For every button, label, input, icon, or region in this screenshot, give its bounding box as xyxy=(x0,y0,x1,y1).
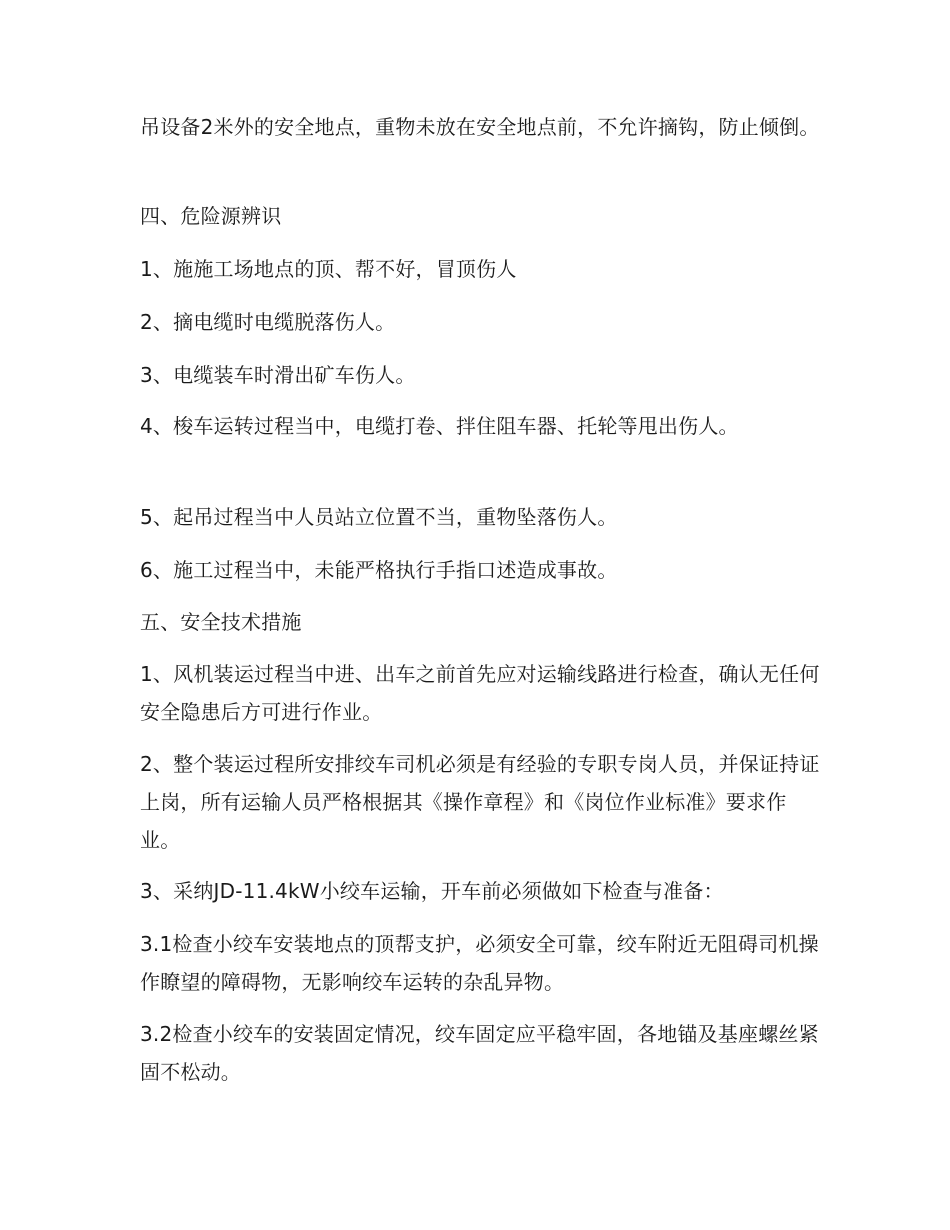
section-heading-safety-measures xyxy=(140,603,820,641)
hazard-item-5 xyxy=(140,498,820,536)
measure-item-3-2 xyxy=(140,1015,820,1091)
list-item: 6、施工过程当中，未能严格执行手指口述造成事故。 xyxy=(140,558,618,582)
list-item: 3.1检查小绞车安装地点的顶帮支护，必须安全可靠，绞车附近无阻碍司机操作瞭望的障碍物，无影响绞车运转的杂乱异物。 xyxy=(140,932,819,994)
hazard-item-1 xyxy=(140,250,820,288)
section-heading: 四、危险源辨识 xyxy=(140,204,282,228)
section-heading-hazard-identification xyxy=(140,197,820,235)
paragraph-continuation xyxy=(140,108,820,146)
list-item: 5、起吊过程当中人员站立位置不当，重物坠落伤人。 xyxy=(140,505,618,529)
list-item: 1、施施工场地点的顶、帮不好，冒顶伤人 xyxy=(140,257,517,281)
list-item: 3.2检查小绞车的安装固定情况，绞车固定应平稳牢固，各地锚及基座螺丝紧固不松动。 xyxy=(140,1022,819,1084)
hazard-item-3 xyxy=(140,356,820,394)
hazard-item-4 xyxy=(140,407,820,445)
measure-item-2 xyxy=(140,745,820,859)
list-item: 1、风机装运过程当中进、出车之前首先应对运输线路进行检查，确认无任何安全隐患后方可进行作业。 xyxy=(140,662,820,724)
hazard-item-2 xyxy=(140,303,820,341)
list-item: 3、电缆装车时滑出矿车伤人。 xyxy=(140,363,416,387)
paragraph: 吊设备2米外的安全地点，重物未放在安全地点前，不允许摘钩，防止倾倒。 xyxy=(140,115,820,139)
measure-item-3 xyxy=(140,872,820,910)
list-item: 2、摘电缆时电缆脱落伤人。 xyxy=(140,310,396,334)
section-heading: 五、安全技术措施 xyxy=(140,610,302,634)
list-item: 3、采纳JD-11.4kW小绞车运输，开车前必须做如下检查与准备： xyxy=(140,879,724,903)
measure-item-3-1 xyxy=(140,925,820,1001)
hazard-item-6 xyxy=(140,551,820,589)
measure-item-1 xyxy=(140,655,820,731)
list-item: 2、整个装运过程所安排绞车司机必须是有经验的专职专岗人员，并保证持证上岗，所有运输人员严格根据其《操作章程》和《岗位作业标准》要求作业。 xyxy=(140,752,820,852)
list-item: 4、梭车运转过程当中，电缆打卷、拌住阻车器、托轮等甩出伤人。 xyxy=(140,414,739,438)
